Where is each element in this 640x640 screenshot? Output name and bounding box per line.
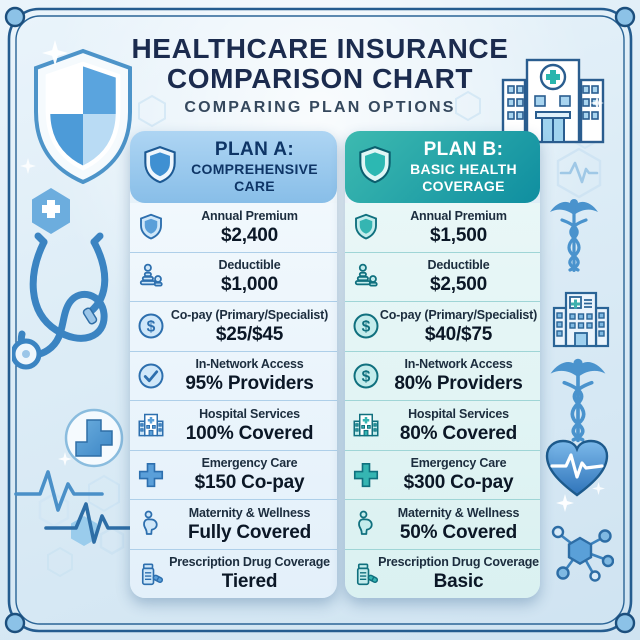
row-value: $300 Co-pay bbox=[403, 472, 514, 494]
coins-icon bbox=[345, 262, 387, 292]
shield-icon bbox=[140, 145, 180, 189]
row-value: $2,400 bbox=[221, 224, 278, 246]
plan-title: PLAN A: bbox=[214, 139, 295, 161]
row-label: Annual Premium bbox=[201, 208, 298, 223]
row-value: 100% Covered bbox=[185, 422, 314, 444]
dollar-circle-icon bbox=[130, 311, 172, 341]
dollar-circle-icon bbox=[345, 361, 387, 391]
plan-row bbox=[130, 253, 337, 303]
plan-row bbox=[130, 500, 337, 550]
plan-row bbox=[345, 401, 540, 451]
hospital-icon bbox=[130, 410, 172, 440]
row-label: Deductible bbox=[218, 258, 281, 273]
plan-column-pb bbox=[345, 131, 540, 598]
plan-row bbox=[130, 550, 337, 599]
row-label: Maternity & Wellness bbox=[188, 505, 311, 520]
plan-row bbox=[130, 352, 337, 402]
cross-icon bbox=[130, 460, 172, 490]
plan-row bbox=[345, 500, 540, 550]
plan-row bbox=[345, 451, 540, 501]
row-label: Emergency Care bbox=[410, 456, 507, 471]
row-label: In-Network Access bbox=[404, 357, 513, 372]
row-value: 50% Covered bbox=[399, 521, 518, 543]
plan-row bbox=[345, 302, 540, 352]
plan-body-pa bbox=[130, 203, 337, 598]
hospital-icon bbox=[345, 410, 387, 440]
plan-row bbox=[130, 451, 337, 501]
svg-text:$: $ bbox=[146, 318, 156, 336]
row-value: $40/$75 bbox=[424, 323, 493, 345]
row-value: $1,000 bbox=[221, 274, 278, 296]
page-title-line2: COMPARISON CHART bbox=[166, 63, 474, 95]
plan-body-pb bbox=[345, 203, 540, 598]
row-value: Tiered bbox=[221, 571, 278, 593]
plan-subtitle: COMPREHENSIVE bbox=[191, 161, 318, 178]
pill-bottle-icon bbox=[130, 559, 172, 589]
plan-title: PLAN B: bbox=[423, 139, 504, 161]
check-circle-icon bbox=[130, 361, 172, 391]
title-block bbox=[0, 34, 640, 117]
coins-icon bbox=[130, 262, 172, 292]
row-value: Basic bbox=[433, 571, 484, 593]
plan-row bbox=[130, 401, 337, 451]
maternity-icon bbox=[130, 509, 172, 539]
maternity-icon bbox=[345, 509, 387, 539]
shield-icon bbox=[355, 145, 395, 189]
plan-row bbox=[345, 352, 540, 402]
plan-subtitle: COVERAGE bbox=[422, 178, 505, 194]
svg-text:$: $ bbox=[361, 318, 371, 336]
row-label: Maternity & Wellness bbox=[397, 505, 520, 520]
row-label: Co-pay (Primary/Specialist) bbox=[379, 307, 538, 322]
row-label: Emergency Care bbox=[201, 456, 298, 471]
shield-icon bbox=[345, 212, 387, 242]
plan-subtitle: BASIC HEALTH bbox=[410, 161, 517, 178]
plan-row bbox=[130, 203, 337, 253]
svg-text:$: $ bbox=[361, 368, 371, 386]
row-value: $25/$45 bbox=[215, 323, 284, 345]
row-value: 80% Covered bbox=[399, 422, 518, 444]
row-label: Hospital Services bbox=[408, 406, 509, 421]
row-label: Annual Premium bbox=[410, 208, 507, 223]
plan-row bbox=[345, 253, 540, 303]
shield-icon bbox=[130, 212, 172, 242]
row-label: Prescription Drug Coverage bbox=[378, 555, 539, 570]
plan-subtitle: CARE bbox=[234, 178, 275, 194]
row-value: 80% Providers bbox=[394, 373, 523, 395]
row-label: Prescription Drug Coverage bbox=[169, 555, 330, 570]
plan-a-header bbox=[130, 131, 337, 203]
row-value: $1,500 bbox=[430, 224, 487, 246]
row-label: Hospital Services bbox=[199, 406, 300, 421]
cross-icon bbox=[345, 460, 387, 490]
plan-row bbox=[130, 302, 337, 352]
page-subtitle: COMPARING PLAN OPTIONS bbox=[184, 99, 456, 117]
row-value: $2,500 bbox=[430, 274, 487, 296]
row-value: 95% Providers bbox=[185, 373, 314, 395]
row-value: Fully Covered bbox=[187, 521, 312, 543]
row-label: In-Network Access bbox=[195, 357, 304, 372]
page-title-line1: HEALTHCARE INSURANCE bbox=[131, 33, 509, 64]
plan-b-header bbox=[345, 131, 540, 203]
plan-column-pa bbox=[130, 131, 337, 598]
plan-row bbox=[345, 550, 540, 599]
plan-row bbox=[345, 203, 540, 253]
row-label: Co-pay (Primary/Specialist) bbox=[170, 307, 329, 322]
row-value: $150 Co-pay bbox=[194, 472, 305, 494]
row-label: Deductible bbox=[427, 258, 490, 273]
